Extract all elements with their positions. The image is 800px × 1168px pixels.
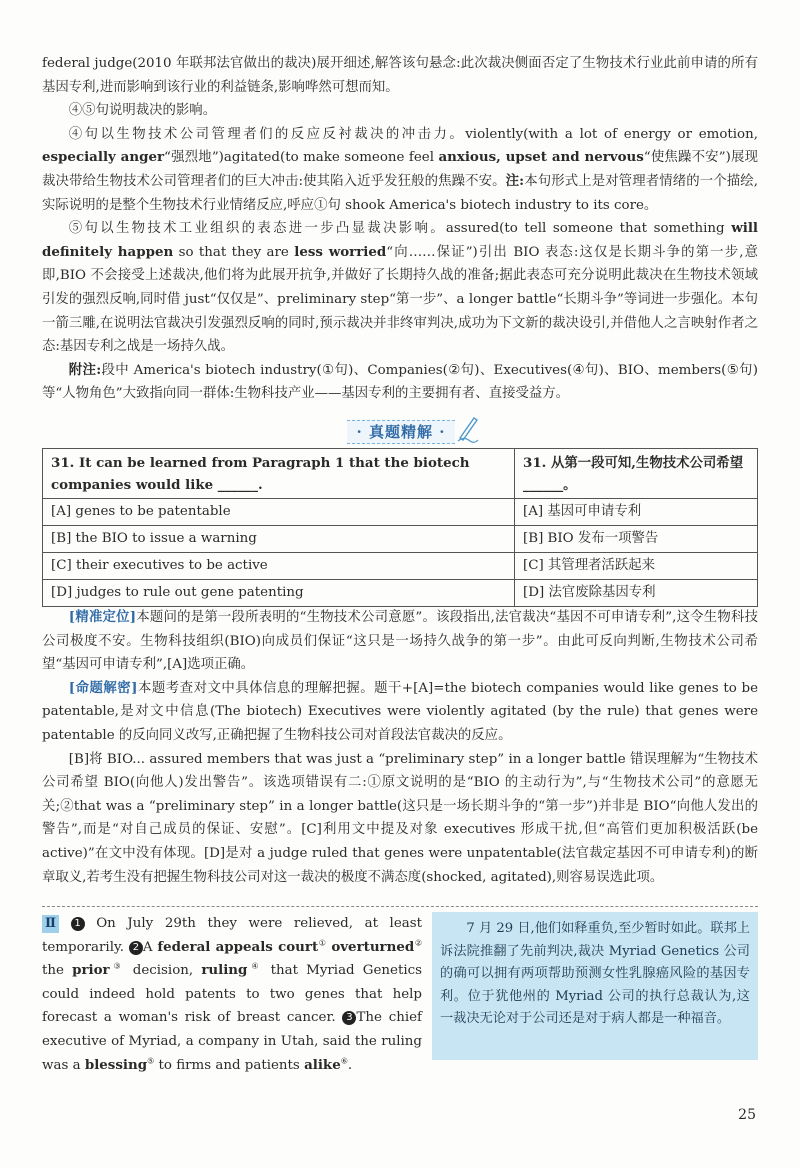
analysis-decode: [命题解密]本题考查对文中具体信息的理解把握。题干+[A]=the biotech companies would like genes to be patentable,是对文中信息(The biotech) Executives were violently agitated (by the rule) that genes were patentable 的反向同义改写,正确把握了生物科技公司对首段法官裁决的反应。 — [42, 679, 759, 743]
question-table — [42, 448, 758, 607]
translation-box — [432, 912, 758, 1060]
section-title: · 真题精解 · — [347, 420, 456, 444]
question-stem-en: 31. It can be learned from Paragraph 1 that the biotech companies would like ______. — [43, 449, 515, 499]
analysis-locate: [精准定位]本题问的是第一段所表明的“生物技术公司意愿”。该段指出,法官裁决“基因不可申请专利”,这令生物科技公司极度不安。生物科技组织(BIO)向成员们保证“这只是一场持久战争的第一步”。由此可反向判断,生物技术公司希望“基因可申请专利”,[A]选项正确。 — [42, 609, 758, 673]
option-en: [A] genes to be patentable — [43, 499, 515, 526]
translation-text: 7 月 29 日,他们如释重负,至少暂时如此。联邦上诉法院推翻了先前判决,裁决 Myriad Genetics 公司的确可以拥有两项帮助预测女性乳腺癌风险的基因专利。位于犹他州的 Myriad 公司的执行总裁认为,这一裁决无论对于公司还是对于病人都是一种福音。 — [440, 921, 750, 1027]
option-cn: [D] 法官废除基因专利 — [515, 580, 758, 607]
analysis-wrong-options: [B]将 BIO... assured members that was just a “preliminary step” in a longer battle 错误理解为“生物技术公司希望 BIO(向他人)发出警告”。该选项错误有二:①原文说明的是“BIO 的主动行为”,与“生物技术公司”的意愿无关;②that was a “preliminary step” in a longer battle(这只是一场长期斗争的“第一步”)并非是 BIO“向他人发出的警告”,而是“对自己成员的保证、安慰”。[C]利用文中提及对象 executives 形成干扰,但“高管们更加积极活跃(be active)”在文中没有体现。[D]是对 a judge ruled that genes were unpatentable(法官裁定基因不可申请专利)的断章取义,若考生没有把握生物科技公司对这一裁决的极度不满态度(shocked, agitated),则容易误选此项。 — [42, 751, 758, 885]
decode-label: [命题解密] — [68, 679, 138, 696]
dashed-divider — [42, 906, 758, 907]
analysis-block — [42, 606, 758, 889]
paragraph-marker: Ⅱ — [42, 915, 59, 933]
sentence-number: 1 — [71, 917, 85, 931]
commentary-p2: ④⑤句说明裁决的影响。 — [68, 103, 217, 119]
commentary-note: 附注:段中 America's biotech industry(①句)、Companies(②句)、Executives(④句)、BIO、members(⑤句)等“人物角色”大致指向同一群体:生物科技产业——基因专利的主要拥有者、直接受益方。 — [42, 361, 758, 402]
page-number: 25 — [738, 1107, 756, 1123]
sentence-number: 3 — [342, 1011, 356, 1025]
option-row-b — [43, 526, 758, 553]
commentary-p4: ⑤句以生物技术工业组织的表态进一步凸显裁决影响。assured(to tell someone that something will definitely happen so that they are less worried“向……保证”)引出 BIO 表态:这仅是长期斗争的第一步,意即,BIO 不会接受上述裁决,他们将为此展开抗争,并做好了长期持久战的准备;据此表态可充分说明此裁决在生物技术领域引发的强烈反响,同时借 just“仅仅是”、preliminary step“第一步”、a longer battle“长期斗争”等词进一步强化。本句一箭三雕,在说明法官裁决引发强烈反响的同时,预示裁决并非终审判决,成功为下文新的裁决设引,并借他人之言映射作者之态:基因专利之战是一场持久战。 — [42, 220, 758, 355]
section-title-ribbon — [322, 418, 480, 446]
option-en: [B] the BIO to issue a warning — [43, 526, 515, 553]
question-stem-cn: 31. 从第一段可知,生物技术公司希望______。 — [515, 449, 758, 499]
option-cn: [C] 其管理者活跃起来 — [515, 553, 758, 580]
question-stem-row — [43, 449, 758, 499]
pen-icon — [454, 414, 480, 444]
option-cn: [B] BIO 发布一项警告 — [515, 526, 758, 553]
passage-english: Ⅱ 1 On July 29th they were relieved, at least temporarily. 2 A federal appeals court① overturned② the prior③ decision, ruling④ that Myriad Genetics could indeed hold patents to two genes that help forecast a woman's risk of breast cancer. 3 The chief executive of Myriad, a company in Utah, said the ruling was a blessing⑤ to firms and patients alike⑥. — [42, 916, 423, 1073]
option-row-a — [43, 499, 758, 526]
commentary-p3: ④句以生物技术公司管理者们的反应反衬裁决的冲击力。violently(with a lot of energy or emotion, especially anger“强烈地”)agitated(to make someone feel anxious, upset and nervous“使焦躁不安”)展现裁决带给生物技术公司管理者们的巨大冲击:使其陷入近乎发狂般的焦躁不安。注:本句形式上是对管理者情绪的一个描绘,实际说明的是整个生物技术行业情绪反应,呼应①句 shook America's biotech industry to its core。 — [42, 126, 758, 213]
option-en: [C] their executives to be active — [43, 553, 515, 580]
locate-label: [精准定位] — [68, 609, 137, 625]
option-en: [D] judges to rule out gene patenting — [43, 580, 515, 607]
sentence-number: 2 — [129, 941, 143, 955]
commentary-block — [42, 52, 758, 406]
option-row-d — [43, 580, 758, 607]
commentary-p1: federal judge(2010 年联邦法官做出的裁决)展开细述,解答该句悬念:此次裁决侧面否定了生物技术行业此前申请的所有基因专利,进而影响到该行业的利益链条,影响哗然可想而知。 — [42, 56, 758, 95]
option-row-c — [43, 553, 758, 580]
option-cn: [A] 基因可申请专利 — [515, 499, 758, 526]
